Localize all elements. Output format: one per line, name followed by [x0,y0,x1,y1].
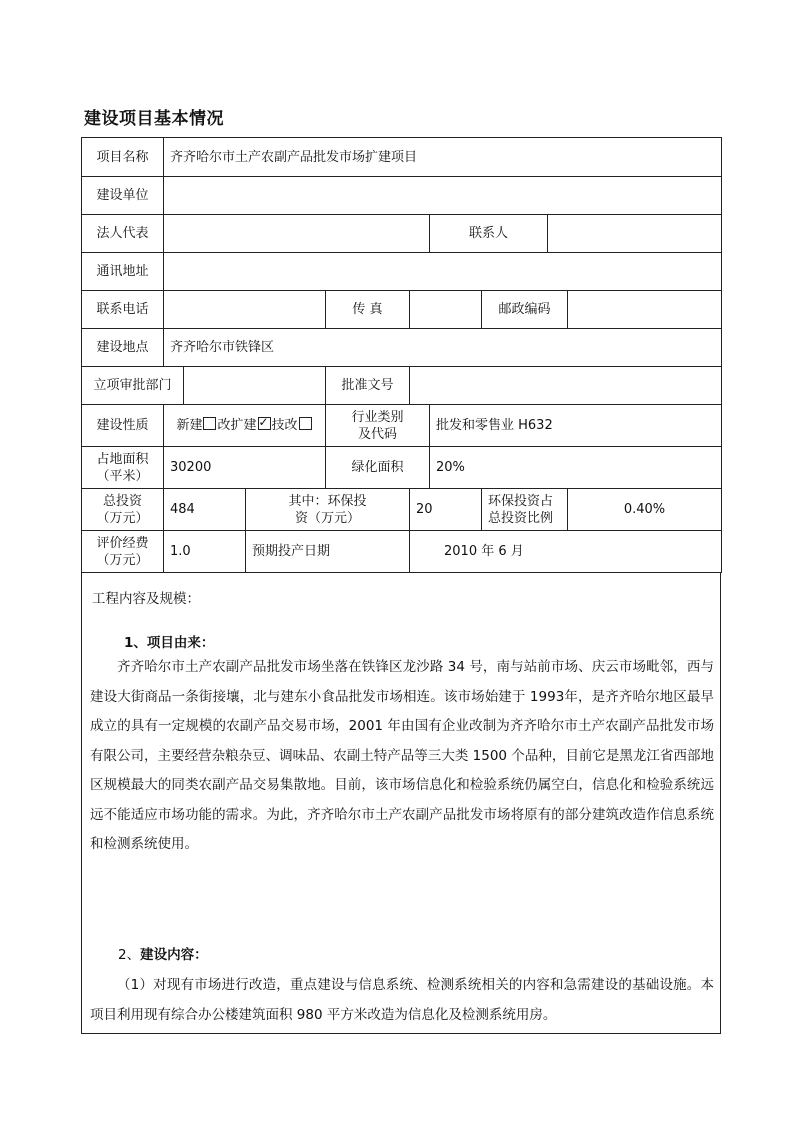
section1-paragraph: 齐齐哈尔市土产农副产品批发市场坐落在铁锋区龙沙路 34 号，南与站前市场、庆云市场毗邻，西与建设大街商品一条街接壤，北与建东小食品批发市场相连。该市场始建于 1993年，是齐齐哈尔地区最早成立的具有一定规模的农副产品交易市场，2001 年由国有企业改制为齐齐哈尔市土产农副产品批发市场有限公司，主要经营杂粮杂豆、调味品、农副土特产品等三大类 1500 个品种，目前它是黑龙江省西部地区规模最大的同类农副产品交易集散地。目前，该市场信息化和检验系统仍属空白，信息化和检验系统远远不能适应市场功能的需求。为此，齐齐哈尔市土产农副产品批发市场将原有的部分建筑改造作信息系统和检测系统使用。 [90,659,714,852]
contact-label: 联系人 [430,215,548,253]
env-invest-label [246,489,410,531]
env-ratio-label-line2: 总投资比例 [488,510,554,526]
approval-no-label: 批准文号 [326,367,410,405]
approval-no-value[interactable] [410,367,722,405]
invest-label-line1: 总投资 [102,493,142,509]
project-name-value[interactable]: 齐齐哈尔市土产农副产品批发市场扩建项目 [164,138,722,177]
nature-tech-checkbox[interactable] [299,417,312,430]
section2-heading [118,943,208,963]
nature-expand-label: 改扩建 [217,418,257,433]
postcode-label: 邮政编码 [482,291,568,329]
eval-fee-label-line1: 评价经费 [96,535,149,551]
phone-label: 联系电话 [82,291,164,329]
legal-rep-label: 法人代表 [82,215,164,253]
industry-label-line2: 及代码 [357,426,397,442]
phone-value[interactable] [164,291,326,329]
area-label [82,447,164,489]
env-ratio-label [482,489,568,531]
construction-unit-value[interactable] [164,177,722,215]
area-label-line2: （平米） [96,468,149,484]
invest-label [82,489,164,531]
contact-value[interactable] [548,215,722,253]
env-ratio-value[interactable]: 0.40% [568,489,722,531]
area-label-line1: 占地面积 [96,451,149,467]
expected-date-label: 预期投产日期 [246,531,410,573]
nature-new-checkbox[interactable] [203,417,216,430]
env-invest-label-line1: 其中：环保投 [288,493,367,509]
location-label: 建设地点 [82,329,164,367]
project-content-section [81,573,721,1034]
green-label: 绿化面积 [326,447,430,489]
location-value[interactable]: 齐齐哈尔市铁锋区 [164,329,722,367]
eval-fee-value[interactable]: 1.0 [164,531,246,573]
eval-fee-label [82,531,164,573]
industry-value[interactable]: 批发和零售业 H632 [430,405,722,447]
env-invest-value[interactable]: 20 [410,489,482,531]
section2-number: 2、 [118,947,141,963]
project-name-label: 项目名称 [82,138,164,177]
fax-value[interactable] [410,291,482,329]
green-value[interactable]: 20% [430,447,722,489]
address-value[interactable] [164,253,722,291]
area-value[interactable]: 30200 [164,447,326,489]
approval-dept-value[interactable] [184,367,326,405]
legal-rep-value[interactable] [164,215,430,253]
expected-date-value[interactable]: 2010 年 6 月 [410,531,722,573]
section2-title: 建设内容： [140,947,208,963]
section2-paragraph: （1）对现有市场进行改造，重点建设与信息系统、检测系统相关的内容和急需建设的基础设施。本项目利用现有综合办公楼建筑面积 980 平方米改造为信息化及检测系统用房。 [90,977,714,1023]
env-invest-label-line2: 资（万元） [294,510,360,526]
construction-unit-label: 建设单位 [82,177,164,215]
fax-label: 传 真 [326,291,410,329]
page-title: 建设项目基本情况 [84,109,224,129]
nature-tech-label: 技改 [271,418,298,433]
nature-expand-checkbox[interactable] [258,417,271,430]
invest-value[interactable]: 484 [164,489,246,531]
nature-new-label: 新建 [176,418,203,433]
invest-label-line2: （万元） [96,510,149,526]
project-info-table [81,137,722,573]
nature-label: 建设性质 [82,405,164,447]
eval-fee-label-line2: （万元） [96,552,149,568]
content-intro: 工程内容及规模： [92,591,200,607]
section1-heading: 1、项目由来： [124,635,215,651]
address-label: 通讯地址 [82,253,164,291]
approval-dept-label: 立项审批部门 [82,367,184,405]
postcode-value[interactable] [568,291,722,329]
industry-label [326,405,430,447]
industry-label-line1: 行业类别 [351,409,404,425]
env-ratio-label-line1: 环保投资占 [488,493,554,509]
nature-options [164,405,326,447]
